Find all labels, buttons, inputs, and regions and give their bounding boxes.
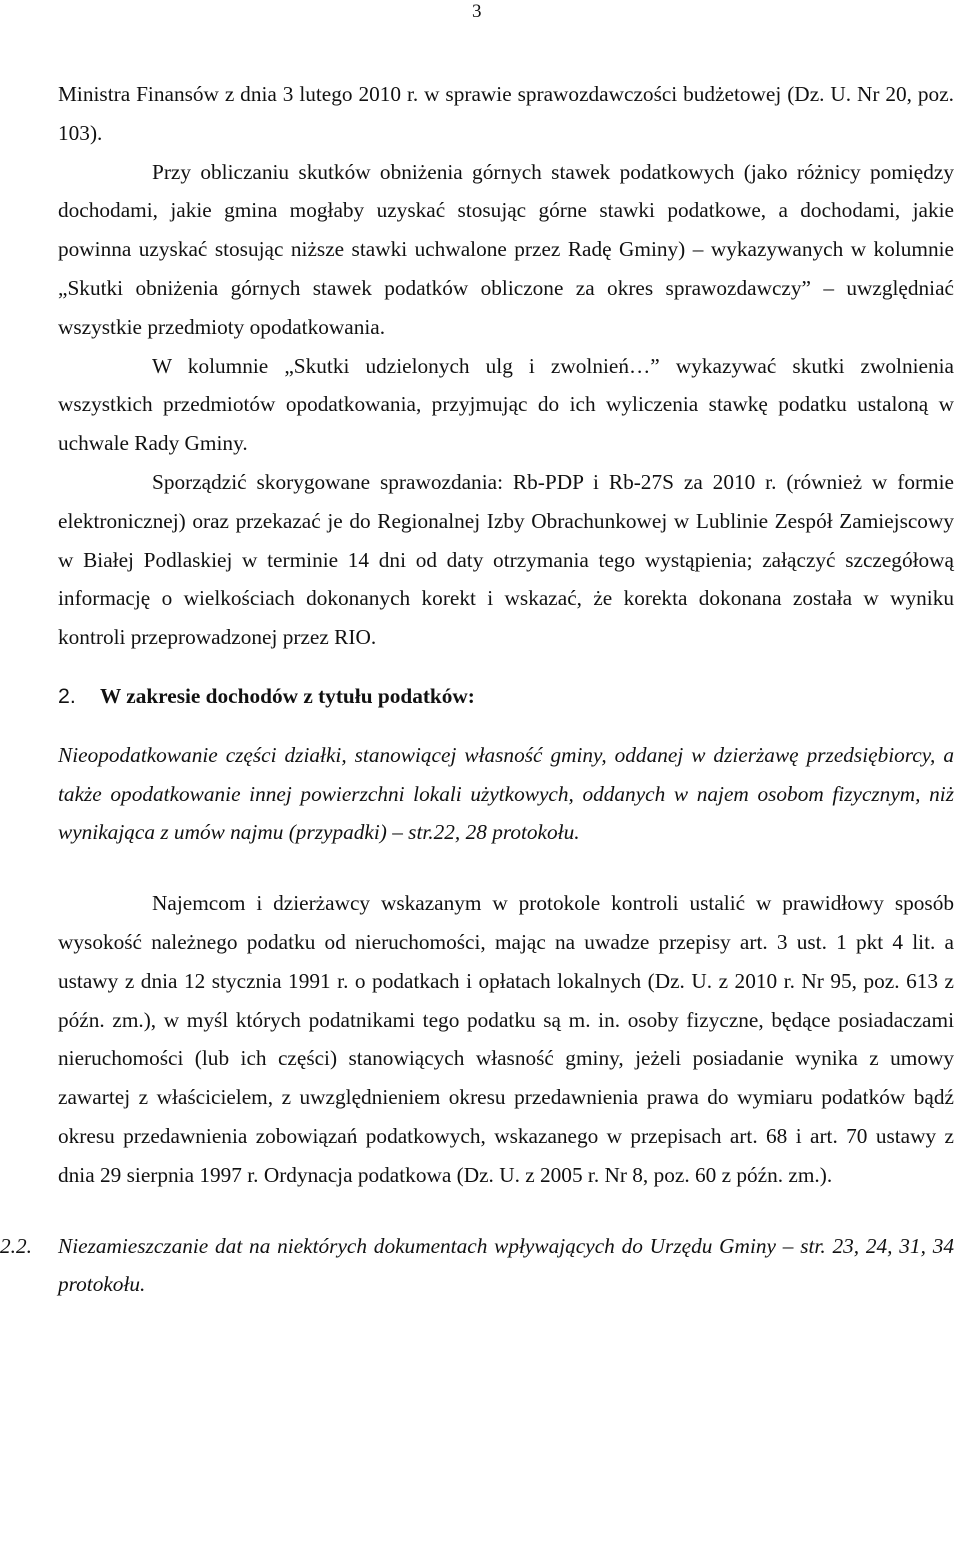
skutki-obnizenia-paragraph: Przy obliczaniu skutków obniżenia górnych stawek podatkowych (jako różnicy pomiędzy dochodami, jakie gmina mogłaby uzyskać stosując górne stawki podatkowe, a dochodami, jakie powinna uzyskać stosując niższe stawki uchwalone przez Radę Gminy) – wykazywanych w kolumnie „Skutki obniżenia górnych stawek podatków obliczone za okres sprawozdawczy” – uwzględniać wszystkie przedmioty opodatkowania. (58, 159, 954, 339)
subsection-2-2-heading (0, 1227, 954, 1305)
skutki-ulg-paragraph: W kolumnie „Skutki udzielonych ulg i zwolnień…” wykazywać skutki zwolnienia wszystkich przedmiotów opodatkowania, przyjmując do ich wyliczenia stawkę podatku ustaloną w uchwale Rady Gminy. (58, 353, 954, 456)
subsection-2-2-number: 2.2. (0, 1233, 32, 1258)
document-body (0, 75, 954, 1304)
section-2-number: 2. (58, 683, 76, 708)
intro-tail-paragraph: Ministra Finansów z dnia 3 lutego 2010 r. w sprawie sprawozdawczości budżetowej (Dz. U. Nr 20, poz. 103). (58, 82, 954, 145)
subsection-2-1-text: Nieopodatkowanie części działki, stanowiącej własność gminy, oddanej w dzierżawę przedsiębiorcy, a także opodatkowanie innej powierzchni lokali użytkowych, oddanych w najem osobom fizycznym, niż wynikająca z umów najmu (przypadki) – str.22, 28 protokołu. (58, 742, 954, 845)
section-2-title: W zakresie dochodów z tytułu podatków: (100, 683, 475, 708)
subsection-2-2-text: Niezamieszczanie dat na niektórych dokumentach wpływających do Urzędu Gminy – str. 23, 24, 31, 34 protokołu. (58, 1233, 954, 1297)
section-2-heading (58, 677, 954, 716)
subsection-2-1-title (58, 736, 954, 775)
sporzadzic-paragraph: Sporządzić skorygowane sprawozdania: Rb-PDP i Rb-27S za 2010 r. (również w formie elektronicznej) oraz przekazać je do Regionalnej Izby Obrachunkowej w Lublinie Zespół Zamiejscowy w Białej Podlaskiej w terminie 14 dni od daty otrzymania tego wystąpienia; załączyć szczegółową informację o wielkościach dokonanych korekt i wskazać, że korekta dokonana została w wyniku kontroli przeprowadzonej przez RIO. (58, 469, 954, 650)
subsection-2-1-body: Najemcom i dzierżawcy wskazanym w protokole kontroli ustalić w prawidłowy sposób wysokość należnego podatku od nieruchomości, mając na uwadze przepisy art. 3 ust. 1 pkt 4 lit. a ustawy z dnia 12 stycznia 1991 r. o podatkach i opłatach lokalnych (Dz. U. z 2010 r. Nr 95, poz. 613 z późn. zm.), w myśl których podatnikami tego podatku są m. in. osoby fizyczne, będące posiadaczami nieruchomości (lub ich części) stanowiących własność gminy, jeżeli posiadanie wynika z umowy zawartej z właścicielem, z uwzględnieniem okresu przedawnienia prawa do wymiaru podatków bądź okresu przedawnienia zobowiązań podatkowych, wskazanego w przepisach art. 68 i art. 70 ustawy z dnia 29 sierpnia 1997 r. Ordynacja podatkowa (Dz. U. z 2005 r. Nr 8, poz. 60 z późn. zm.). (58, 891, 954, 1187)
page-number: 3 (472, 1, 482, 22)
